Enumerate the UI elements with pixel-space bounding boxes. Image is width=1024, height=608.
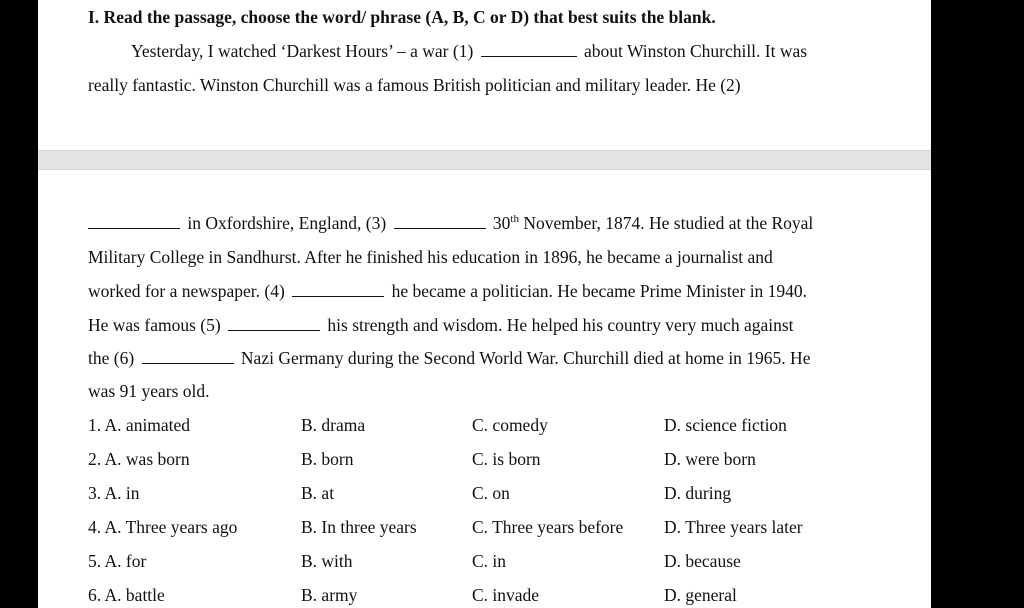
blank-5 <box>228 316 320 331</box>
option-2b: B. born <box>301 449 354 469</box>
passage-line-1 <box>131 41 807 61</box>
passage-text: in Oxfordshire, England, (3) <box>187 213 387 233</box>
option-6c: C. invade <box>472 585 540 605</box>
option-5d: D. because <box>664 551 741 571</box>
passage-text: Nazi Germany during the Second World War. Churchill died at home in 1965. He <box>240 348 811 368</box>
ordinal-superscript: th <box>510 213 519 226</box>
blank-6 <box>142 349 234 364</box>
option-4a: 4. A. Three years ago <box>88 517 238 537</box>
option-3d: D. during <box>664 483 732 503</box>
blank-4 <box>292 282 384 297</box>
passage-line-2: really fantastic. Winston Churchill was a famous British politician and military leader. He (2) <box>88 75 741 95</box>
passage-text: He was famous (5) <box>88 315 221 335</box>
passage-line-5 <box>88 281 807 301</box>
option-3c: C. on <box>472 483 510 503</box>
passage-text: the (6) <box>88 348 135 368</box>
passage-text: November, 1874. He studied at the Royal <box>523 213 814 233</box>
option-4c: C. Three years before <box>472 517 624 537</box>
option-1b: B. drama <box>301 415 366 435</box>
passage-line-7 <box>88 348 810 368</box>
passage-line-3 <box>88 213 813 233</box>
option-6b: B. army <box>301 585 358 605</box>
blank-3 <box>394 214 486 229</box>
passage-text: worked for a newspaper. (4) <box>88 281 285 301</box>
option-2d: D. were born <box>664 449 756 469</box>
option-2a: 2. A. was born <box>88 449 190 469</box>
option-1d: D. science fiction <box>664 415 787 435</box>
option-6a: 6. A. battle <box>88 585 165 605</box>
page-break <box>38 150 931 170</box>
passage-text: his strength and wisdom. He helped his country very much against <box>327 315 794 335</box>
option-6d: D. general <box>664 585 737 605</box>
passage-line-4: Military College in Sandhurst. After he finished his education in 1896, he became a journalist and <box>88 247 773 267</box>
passage-line-6 <box>88 315 794 335</box>
option-4d: D. Three years later <box>664 517 803 537</box>
exercise-heading: I. Read the passage, choose the word/ phrase (A, B, C or D) that best suits the blank. <box>88 7 716 27</box>
option-5a: 5. A. for <box>88 551 147 571</box>
option-1a: 1. A. animated <box>88 415 191 435</box>
passage-text: 30 <box>492 213 511 233</box>
passage-text: Yesterday, I watched ‘Darkest Hours’ – a war (1) <box>131 41 474 61</box>
blank-2 <box>88 214 180 229</box>
option-5c: C. in <box>472 551 507 571</box>
option-1c: C. comedy <box>472 415 548 435</box>
passage-text: about Winston Churchill. It was <box>584 41 808 61</box>
option-4b: B. In three years <box>301 517 417 537</box>
option-2c: C. is born <box>472 449 541 469</box>
passage-text: he became a politician. He became Prime Minister in 1940. <box>391 281 808 301</box>
option-3a: 3. A. in <box>88 483 140 503</box>
option-3b: B. at <box>301 483 335 503</box>
passage-line-8: was 91 years old. <box>88 381 210 401</box>
option-5b: B. with <box>301 551 353 571</box>
blank-1 <box>481 42 577 57</box>
